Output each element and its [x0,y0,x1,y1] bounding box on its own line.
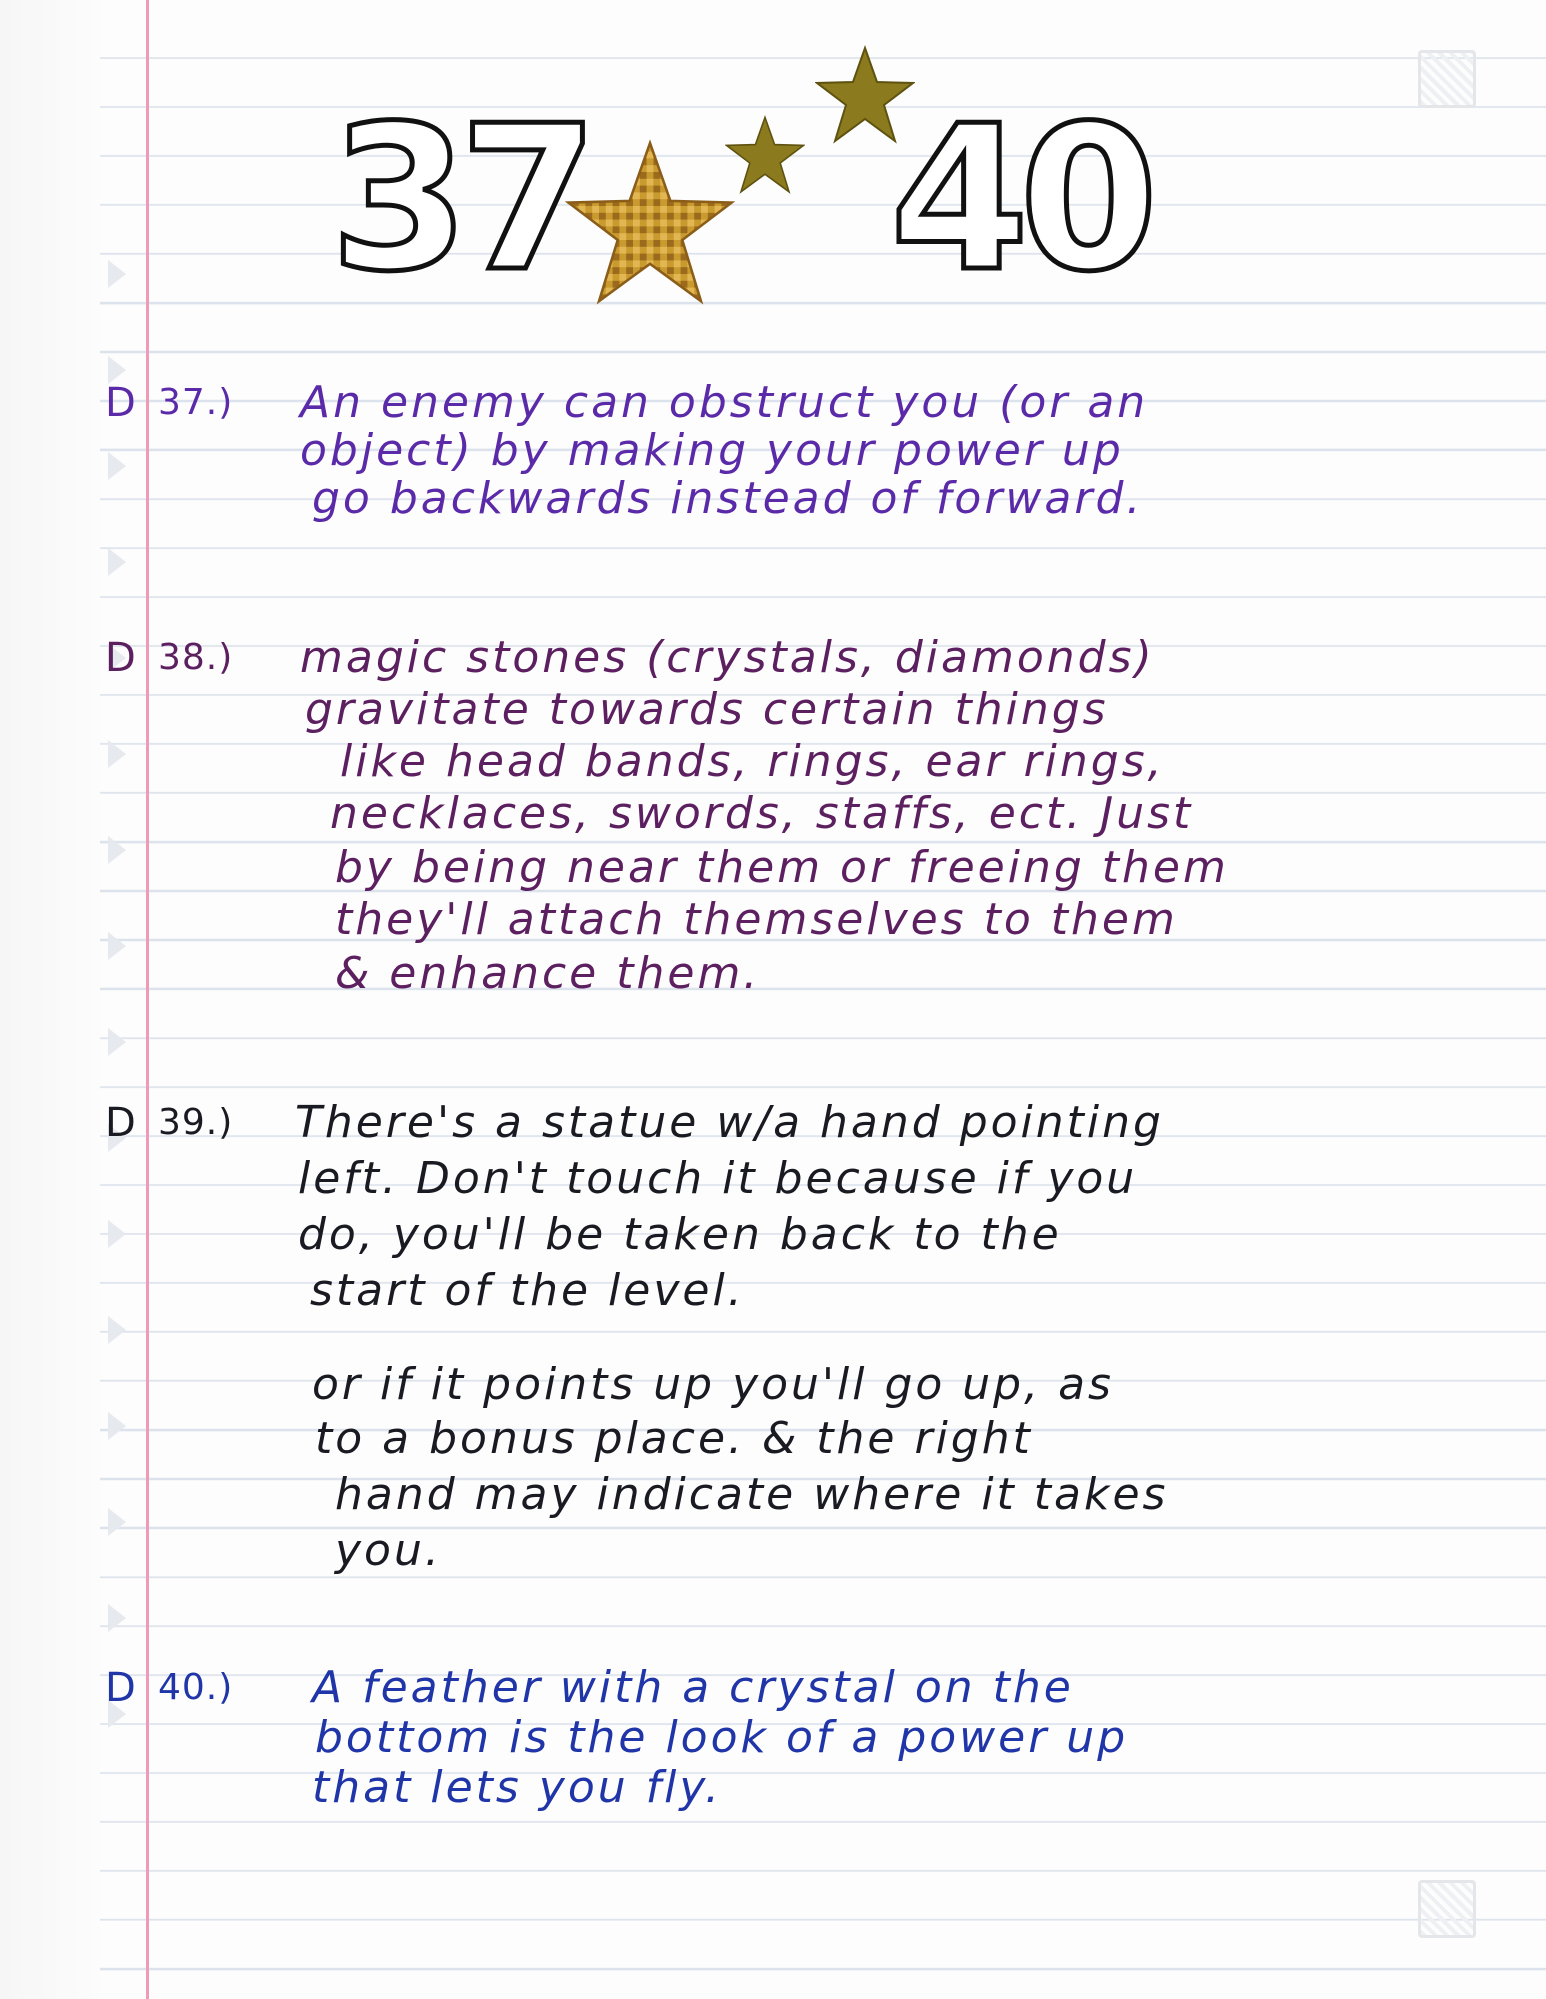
entry-line: left. Don't touch it because if you [298,1153,1138,1204]
perforation-tick [108,452,126,480]
entry-line: There's a statue w/a hand pointing [295,1097,1164,1148]
entry-line: magic stones (crystals, diamonds) [300,632,1155,683]
perforation-tick [108,836,126,864]
page-edge [0,0,100,1999]
scan-mark-bottom [1418,1880,1476,1938]
entry-line: to a bonus place. & the right [315,1413,1033,1464]
entry-line: A feather with a crystal on the [312,1662,1074,1713]
perforation-tick [108,1412,126,1440]
perforation-tick [108,1220,126,1248]
scan-mark-top [1418,50,1476,108]
entry-line: like head bands, rings, ear rings, [340,736,1165,787]
perforation-tick [108,1508,126,1536]
small-gold-star-sticker [725,115,805,195]
entry-line: start of the level. [310,1265,745,1316]
perforation-tick [108,1604,126,1632]
entry-line: object) by making your power up [300,425,1124,476]
entry-number: 38.) [158,637,234,678]
bullet-marker: D [105,380,136,426]
perforation-tick [108,740,126,768]
entry-line: bottom is the look of a power up [315,1712,1129,1763]
entry-line: by being near them or freeing them [335,842,1229,893]
bullet-marker: D [105,1665,136,1711]
perforation-tick [108,1028,126,1056]
entry-line: go backwards instead of forward. [312,473,1144,524]
top-gold-star-sticker [815,45,915,145]
entry-number: 37.) [158,382,234,423]
entry-line: necklaces, swords, staffs, ect. Just [330,788,1194,839]
perforation-ticks [108,260,132,1760]
entry-number: 39.) [158,1102,234,1143]
range-start-number: 37 [330,83,589,316]
perforation-tick [108,260,126,288]
entry-line: do, you'll be taken back to the [298,1209,1062,1260]
range-end-number: 40 [890,83,1149,316]
entry-line: that lets you fly. [312,1762,722,1813]
margin-line [146,0,149,1999]
entry-line: & enhance them. [335,948,761,999]
page-heading [330,60,1230,316]
bullet-marker: D [105,635,136,681]
entry-line: they'll attach themselves to them [335,894,1178,945]
perforation-tick [108,932,126,960]
entry-number: 40.) [158,1667,234,1708]
entry-line: gravitate towards certain things [305,684,1109,735]
glitter-star-sticker [565,138,735,308]
entry-line: An enemy can obstruct you (or an [300,377,1149,428]
entry-line: or if it points up you'll go up, as [312,1359,1114,1410]
perforation-tick [108,548,126,576]
entry-line: you. [335,1525,442,1576]
bullet-marker: D [105,1100,136,1146]
entry-line: hand may indicate where it takes [335,1469,1169,1520]
perforation-tick [108,1316,126,1344]
